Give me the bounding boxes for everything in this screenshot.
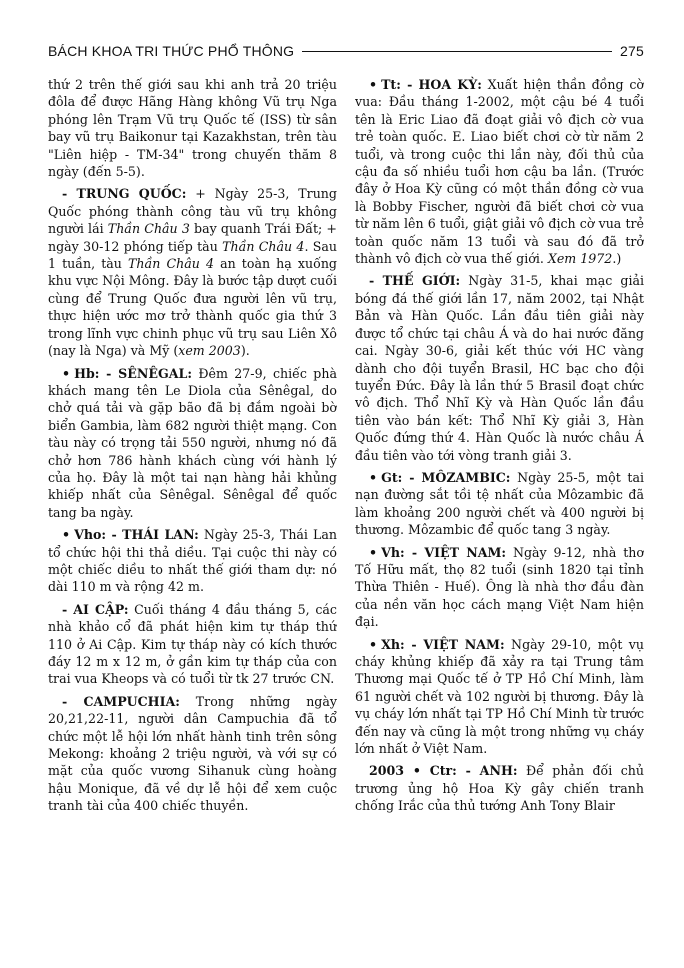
right-column bbox=[355, 76, 644, 948]
running-header bbox=[48, 40, 644, 62]
entry-mozambic: • Gt: - MÔZAMBIC: Ngày 25-5, một tai nạn đường sắt tồi tệ nhất của Môzambic đã làm khoảng 200 người chết và 400 người bị thương. Môzambic để quốc tang 3 ngày. bbox=[355, 469, 644, 538]
entry-heading: Xh: - VIỆT NAM: bbox=[381, 636, 505, 652]
entry-heading: Tt: - HOA KỲ: bbox=[381, 77, 482, 92]
entry-campuchia: - CAMPUCHIA: Trong những ngày 20,21,22-11, người dân Campuchia đã tổ chức một lễ hội lớn nhất hành tinh trên sông Mekong: khoảng 2 triệu người, và với sự có mặt của quốc vương Sihanuk cùng hoàng hậu Monique, đã về dự lễ hội để xem cuộc tranh tài của 400 chiếc thuyền. bbox=[48, 693, 337, 814]
entry-heading: Vho: - THÁI LAN: bbox=[74, 527, 199, 543]
header-rule bbox=[302, 51, 612, 52]
entry-viet-nam-chay: • Xh: - VIỆT NAM: Ngày 29-10, một vụ cháy khủng khiếp đã xảy ra tại Trung tâm Thương mại Quốc tế ở TP Hồ Chí Minh, làm 61 người chết và 102 người bị thương. Đây là vụ cháy lớn nhất tại TP Hồ Chí Minh từ trước đến nay và cũng là một trong những vụ cháy lớn nhất ở Việt Nam. bbox=[355, 636, 644, 757]
entry-heading: - AI CẬP: bbox=[62, 601, 129, 617]
bullet-icon: • bbox=[369, 636, 378, 652]
entry-heading: Gt: - MÔZAMBIC: bbox=[381, 469, 511, 485]
bullet-icon: • bbox=[369, 544, 378, 560]
left-column bbox=[48, 76, 337, 948]
entry-heading: - CAMPUCHIA: bbox=[62, 693, 180, 709]
entry-hoa-ky: • Tt: - HOA KỲ: Xuất hiện thần đồng cờ vua: Đầu tháng 1-2002, một cậu bé 4 tuổi tên là Eric Liao đã đoạt giải vô địch cờ vua trẻ toàn quốc. E. Liao biết chơi cờ từ năm 2 tuổi, và trong cuộc thi lần này, đối thủ của cậu đa số nhiều tuổi hơn cậu ba lần. (Trước đây ở Hoa Kỳ cũng có một thần đồng cờ vua là Bobby Fischer, người đã biết chơi cờ vua từ năm lên 6 tuổi, giật giải vô địch cờ vua trẻ toàn quốc năm 13 tuổi và sau đó đã trở thành vô địch cờ vua thế giới. Xem 1972.) bbox=[355, 77, 644, 267]
body-columns bbox=[48, 76, 644, 948]
entry-senegal: • Hb: - SÊNÊGAL: Đêm 27-9, chiếc phà khách mang tên Le Diola của Sênêgal, do chở quá tải và gặp bão đã bị đắm ngoài bờ biển Gambia, làm 682 người thiệt mạng. Con tàu này có trọng tải 550 người, nhưng nó đã chở hơn 786 hành khách cùng với hành lý của họ. Đây là một tai nạn hàng hải khủng khiếp nhất của Sênêgal. Sênêgal để quốc tang ba ngày. bbox=[48, 365, 337, 520]
entry-thai-lan: • Vho: - THÁI LAN: Ngày 25-3, Thái Lan tổ chức hội thi thả diều. Tại cuộc thi này có một chiếc diều to nhất thế giới tham dự: nó dài 110 m và rộng 42 m. bbox=[48, 527, 337, 595]
bullet-icon: • bbox=[369, 77, 378, 92]
paragraph-continuation: thứ 2 trên thế giới sau khi anh trả 20 triệu đôla để được Hãng Hàng không Vũ trụ Nga phóng lên Trạm Vũ trụ Quốc tế (ISS) từ sân bay vũ trụ Baikonur tại Kazakhstan, trên tàu "Liên hiệp - TM-34" trong chuyến thăm 8 ngày (đến 5-5). bbox=[48, 77, 337, 180]
entry-heading: Vh: - VIỆT NAM: bbox=[381, 544, 507, 560]
entry-anh-2003: 2003 • Ctr: - ANH: Để phản đối chủ trương ủng hộ Hoa Kỳ gây chiến tranh chống Irắc của thủ tướng Anh Tony Blair bbox=[355, 763, 644, 814]
entry-heading: - TRUNG QUỐC: bbox=[62, 186, 187, 202]
entry-ai-cap: - AI CẬP: Cuối tháng 4 đầu tháng 5, các nhà khảo cổ đã phát hiện kim tự tháp thứ 110 ở Ai Cập. Kim tự tháp này có kích thước đáy 12 m x 12 m, ở gần kim tự tháp của con trai vua Kheops và có tuổi từ tk 27 trước CN. bbox=[48, 601, 337, 687]
bullet-icon: • bbox=[369, 469, 378, 485]
bullet-icon: • bbox=[62, 365, 71, 381]
entry-viet-nam-to-huu: • Vh: - VIỆT NAM: Ngày 9-12, nhà thơ Tố Hữu mất, thọ 82 tuổi (sinh 1820 tại tỉnh Thừa Thiên - Huế). Ông là nhà thơ đầu đàn của nền văn học cách mạng Việt Nam hiện đại. bbox=[355, 544, 644, 630]
entry-heading: - THẾ GIỚI: bbox=[369, 273, 461, 289]
entry-trung-quoc: - TRUNG QUỐC: + Ngày 25-3, Trung Quốc phóng thành công tàu vũ trụ không người lái Thần Châu 3 bay quanh Trái Đất; + ngày 30-12 phóng tiếp tàu Thần Châu 4. Sau 1 tuần, tàu Thần Châu 4 an toàn hạ xuống khu vực Nội Mông. Đây là bước tập dượt cuối cùng để Trung Quốc đưa người lên vũ trụ, thực hiện ước mơ trở thành quốc gia thứ 3 trong lĩnh vực chinh phục vũ trụ sau Liên Xô (nay là Nga) và Mỹ (xem 2003). bbox=[48, 186, 337, 359]
page-number: 275 bbox=[620, 43, 644, 59]
bullet-icon: • bbox=[62, 527, 71, 543]
entry-heading: 2003 • Ctr: - ANH: bbox=[369, 763, 518, 779]
entry-heading: Hb: - SÊNÊGAL: bbox=[74, 365, 192, 381]
entry-the-gioi: - THẾ GIỚI: Ngày 31-5, khai mạc giải bóng đá thế giới lần 17, năm 2002, tại Nhật Bản và Hàn Quốc. Lần đầu tiên giải này được tổ chức tại châu Á và do hai nước đăng cai. Ngày 30-6, giải kết thúc với HC vàng dành cho đội tuyển Brasil, HC bạc cho đội tuyển Đức. Đây là lần thứ 5 Brasil đoạt chức vô địch. Thổ Nhĩ Kỳ và Hàn Quốc lần đầu tiên vào bán kết: Thổ Nhĩ Kỳ giải 3, Hàn Quốc đứng thứ 4. Hàn Quốc là nước châu Á đầu tiên vào tới vòng tranh giải 3. bbox=[355, 273, 644, 463]
book-title: BÁCH KHOA TRI THỨC PHỔ THÔNG bbox=[48, 43, 295, 59]
